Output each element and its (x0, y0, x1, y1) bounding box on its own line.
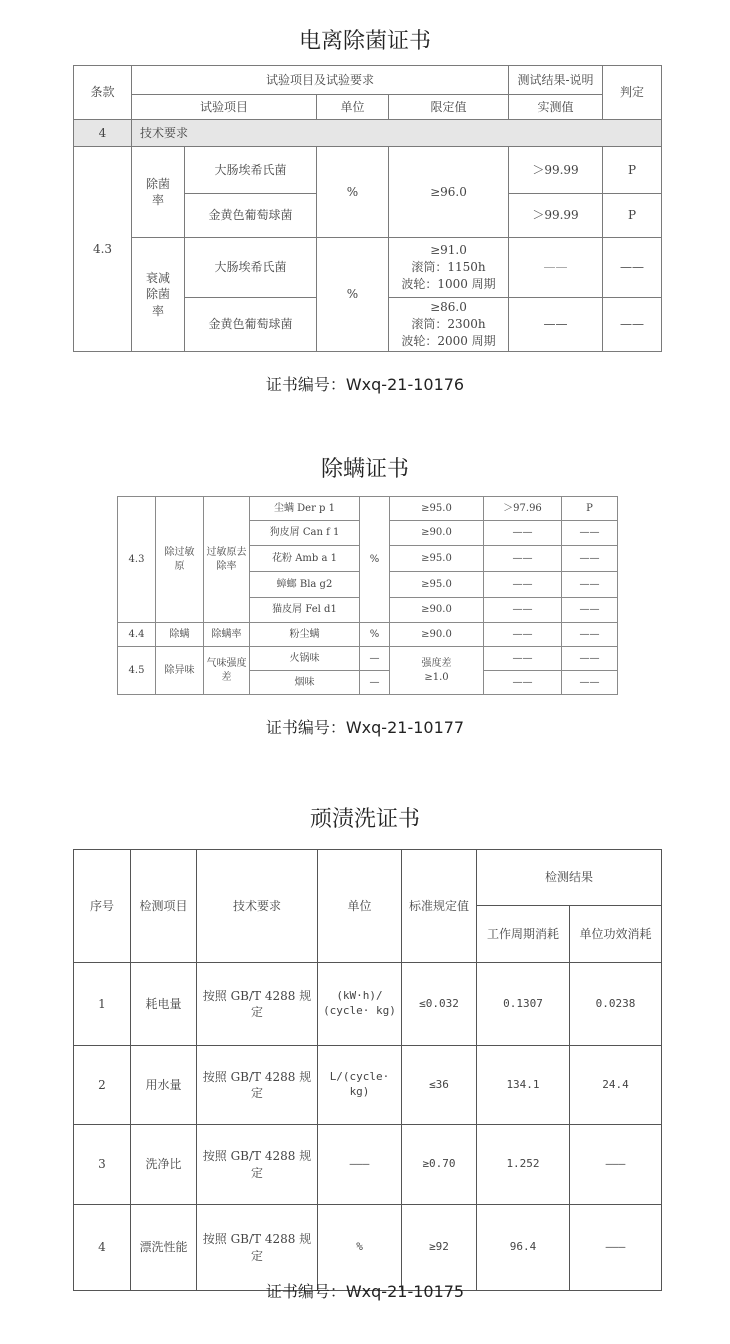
row-item: 用水量 (131, 1046, 197, 1125)
limit-drum: 滚筒：2300h (411, 317, 486, 332)
cert1-section-name: 技术要求 (132, 120, 662, 147)
cert2-mite-limit: ≥90.0 (390, 623, 484, 647)
row-requirement: 按照 GB/T 4288 规定 (197, 1205, 318, 1291)
row-no: 3 (74, 1125, 131, 1205)
allergen-name: 蟑螂 Bla g2 (250, 572, 360, 598)
cert1-group1-limit: ≥96.0 (389, 147, 509, 238)
cert1-group2-limit (389, 298, 509, 352)
row-no: 4 (74, 1205, 131, 1291)
row-standard: ≤36 (402, 1046, 477, 1125)
cert3-header-no: 序号 (74, 850, 131, 963)
limit-pulsator: 波轮：2000 周期 (401, 333, 496, 348)
cert1-group2-measured: —— (509, 238, 603, 298)
allergen-measured: —— (484, 546, 562, 572)
allergen-measured: ＞97.96 (484, 497, 562, 521)
row-unit: L/(cycle· kg) (318, 1046, 402, 1125)
cert1-group1-item: 大肠埃希氏菌 (185, 147, 317, 194)
allergen-measured: —— (484, 572, 562, 598)
cert1-group2-item: 大肠埃希氏菌 (185, 238, 317, 298)
cert3-header-results: 检测结果 (477, 850, 662, 906)
allergen-name: 尘螨 Der p 1 (250, 497, 360, 521)
cert1-group1-name: 除菌率 (132, 147, 185, 238)
odor-measured: —— (484, 671, 562, 695)
cert1-group2-item: 金黄色葡萄球菌 (185, 298, 317, 352)
cert1-group2-unit: % (317, 238, 389, 352)
cert1-header-items: 试验项目及试验要求 (132, 66, 509, 95)
row-cycle: 1.252 (477, 1125, 570, 1205)
cert1-group1-verdict: P (603, 147, 662, 194)
row-cycle: 0.1307 (477, 963, 570, 1046)
cert1-group2-name: 衰减除菌率 (132, 238, 185, 352)
cert1-group2-measured: —— (509, 298, 603, 352)
cert3-header-standard: 标准规定值 (402, 850, 477, 963)
cert2-allergen-unit: % (360, 497, 390, 623)
cert3-header-unit: 单位 (318, 850, 402, 963)
cert2-mite-verdict: —— (562, 623, 618, 647)
allergen-verdict: P (562, 497, 618, 521)
cert1-header-verdict: 判定 (603, 66, 662, 120)
cert2-allergen-requirement: 过敏原去除率 (204, 497, 250, 623)
cert1-header-measured: 实测值 (509, 95, 603, 120)
limit-value: ≥91.0 (430, 243, 467, 258)
cert1-group2-verdict: —— (603, 298, 662, 352)
cert2-mite-unit: % (360, 623, 390, 647)
allergen-name: 花粉 Amb a 1 (250, 546, 360, 572)
odor-limit-label: 强度差 (421, 658, 452, 669)
cert2-table (117, 496, 618, 695)
allergen-limit: ≥95.0 (390, 497, 484, 521)
row-no: 1 (74, 963, 131, 1046)
row-efficiency: ——— (570, 1205, 662, 1291)
row-efficiency: 0.0238 (570, 963, 662, 1046)
cert3-header-efficiency: 单位功效消耗 (570, 906, 662, 963)
allergen-limit: ≥90.0 (390, 521, 484, 546)
odor-name: 烟味 (250, 671, 360, 695)
row-cycle: 134.1 (477, 1046, 570, 1125)
cert1-header-clause: 条款 (74, 66, 132, 120)
cert1-header-test-item: 试验项目 (132, 95, 317, 120)
cert2-odor-limit (390, 647, 484, 695)
row-item: 耗电量 (131, 963, 197, 1046)
row-no: 2 (74, 1046, 131, 1125)
cert2-odor-requirement: 气味强度差 (204, 647, 250, 695)
row-requirement: 按照 GB/T 4288 规定 (197, 1125, 318, 1205)
odor-limit-value: ≥1.0 (424, 671, 449, 683)
row-cycle: 96.4 (477, 1205, 570, 1291)
limit-pulsator: 波轮：1000 周期 (401, 276, 496, 291)
allergen-limit: ≥90.0 (390, 598, 484, 623)
row-requirement: 按照 GB/T 4288 规定 (197, 963, 318, 1046)
odor-name: 火锅味 (250, 647, 360, 671)
row-standard: ≤0.032 (402, 963, 477, 1046)
allergen-limit: ≥95.0 (390, 546, 484, 572)
row-efficiency: 24.4 (570, 1046, 662, 1125)
cert1-group1-measured: ＞99.99 (509, 147, 603, 194)
cert1-section-no: 4 (74, 120, 132, 147)
row-item: 漂洗性能 (131, 1205, 197, 1291)
limit-drum: 滚筒：1150h (411, 260, 486, 275)
allergen-verdict: —— (562, 521, 618, 546)
row-standard: ≥0.70 (402, 1125, 477, 1205)
cert3-header-cycle: 工作周期消耗 (477, 906, 570, 963)
row-unit: % (318, 1205, 402, 1291)
row-standard: ≥92 (402, 1205, 477, 1291)
allergen-measured: —— (484, 598, 562, 623)
cert2-mite-measured: —— (484, 623, 562, 647)
cert1-group2-verdict: —— (603, 238, 662, 298)
cert1-group2-limit (389, 238, 509, 298)
allergen-verdict: —— (562, 598, 618, 623)
odor-verdict: —— (562, 671, 618, 695)
odor-verdict: —— (562, 647, 618, 671)
cert2-mite-item: 除螨 (156, 623, 204, 647)
cert2-allergen-clause: 4.3 (118, 497, 156, 623)
cert2-mite-requirement: 除螨率 (204, 623, 250, 647)
cert1-header-limit: 限定值 (389, 95, 509, 120)
cert1-clause-no: 4.3 (74, 147, 132, 352)
limit-value: ≥86.0 (430, 300, 467, 315)
cert3-header-item: 检测项目 (131, 850, 197, 963)
cert1-group1-verdict: P (603, 194, 662, 238)
cert3-title: 顽渍洗证书 (309, 807, 420, 832)
unit-line2: (cycle· kg) (323, 1004, 396, 1017)
odor-measured: —— (484, 647, 562, 671)
cert1-table (73, 65, 662, 352)
row-unit (318, 963, 402, 1046)
cert2-title: 除螨证书 (320, 457, 409, 482)
row-unit: ——— (318, 1125, 402, 1205)
cert1-group1-item: 金黄色葡萄球菌 (185, 194, 317, 238)
unit-line1: (kW·h)/ (336, 989, 383, 1003)
allergen-name: 猫皮屑 Fel d1 (250, 598, 360, 623)
row-item: 洗净比 (131, 1125, 197, 1205)
row-efficiency: ——— (570, 1125, 662, 1205)
cert2-mite-clause: 4.4 (118, 623, 156, 647)
cert2-number: 证书编号：Wxq-21-10177 (265, 718, 465, 737)
cert2-allergen-item: 除过敏原 (156, 497, 204, 623)
cert3-header-requirement: 技术要求 (197, 850, 318, 963)
odor-unit: — (360, 647, 390, 671)
cert1-title: 电离除菌证书 (298, 29, 431, 54)
cert3-table (73, 849, 662, 1291)
cert1-number: 证书编号：Wxq-21-10176 (265, 375, 465, 394)
cert1-header-result: 测试结果-说明 (509, 66, 603, 95)
cert2-mite-name: 粉尘螨 (250, 623, 360, 647)
cert1-header-unit: 单位 (317, 95, 389, 120)
allergen-limit: ≥95.0 (390, 572, 484, 598)
allergen-measured: —— (484, 521, 562, 546)
cert2-odor-item: 除异味 (156, 647, 204, 695)
cert1-group1-measured: ＞99.99 (509, 194, 603, 238)
allergen-name: 狗皮屑 Can f 1 (250, 521, 360, 546)
allergen-verdict: —— (562, 546, 618, 572)
cert2-odor-clause: 4.5 (118, 647, 156, 695)
allergen-verdict: —— (562, 572, 618, 598)
cert1-group1-unit: % (317, 147, 389, 238)
row-requirement: 按照 GB/T 4288 规定 (197, 1046, 318, 1125)
cert3-number: 证书编号：Wxq-21-10175 (265, 1282, 465, 1301)
odor-unit: — (360, 671, 390, 695)
